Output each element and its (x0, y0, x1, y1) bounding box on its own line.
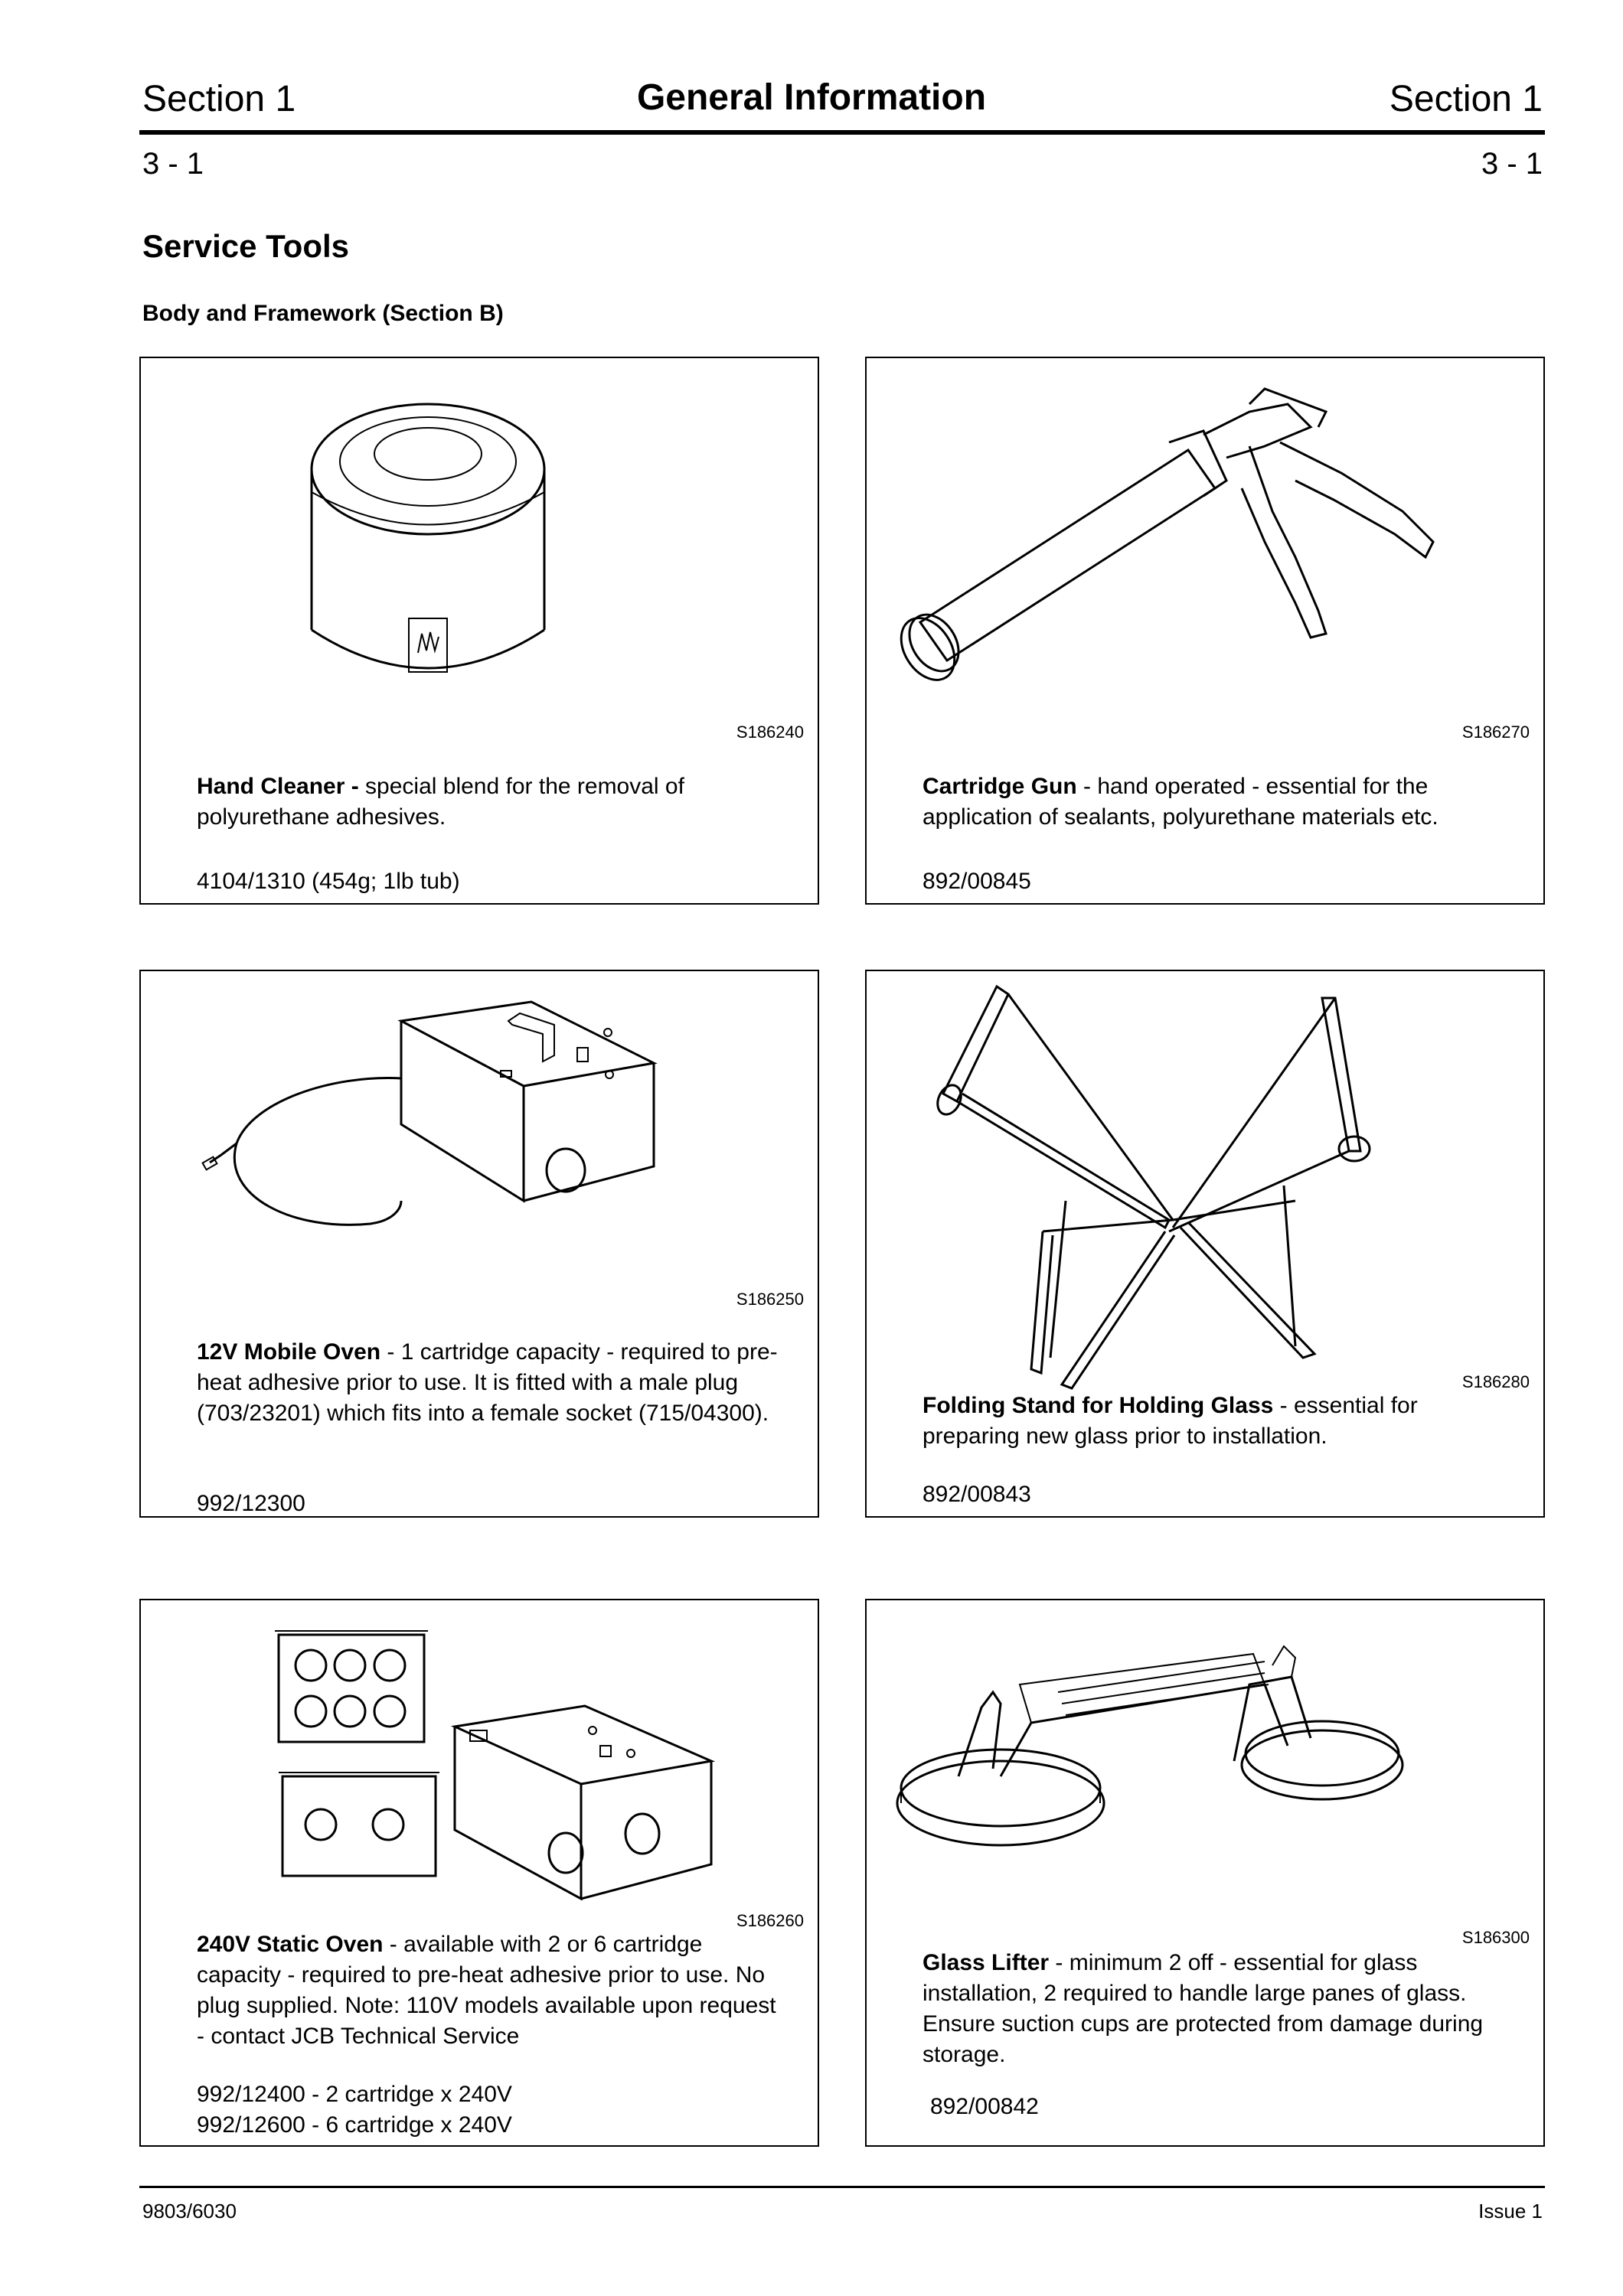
figure-ref: S186250 (736, 1290, 804, 1309)
part-number: 892/00845 (923, 869, 1031, 894)
tool-name: Glass Lifter (923, 1950, 1050, 1975)
tool-name: Hand Cleaner - (197, 774, 359, 799)
tool-description (197, 1929, 779, 2052)
figure-ref: S186300 (1461, 1928, 1530, 1947)
tool-detail: - available with 2 or 6 cartridge capacity - required to pre-heat adhesive prior to use. No plug supplied. Note: 110V models available upon request - contact JCB Technical Service (197, 1932, 776, 2049)
tool-panel-static-oven (139, 1599, 819, 2147)
tool-name: Folding Stand for Holding Glass (923, 1393, 1274, 1418)
page-number-right: 3 - 1 (1481, 147, 1543, 181)
part-number: 4104/1310 (454g; 1lb tub) (197, 869, 460, 894)
page-heading: Service Tools (142, 228, 350, 264)
part-number: 992/12600 - 6 cartridge x 240V (197, 2112, 512, 2138)
tool-description (923, 1948, 1505, 2070)
tool-name: Cartridge Gun (923, 774, 1077, 799)
part-number: 892/00843 (923, 1482, 1031, 1507)
static-oven-icon (141, 1600, 818, 2145)
part-numbers (197, 1489, 305, 1519)
figure-ref: S186270 (1461, 722, 1530, 742)
tool-detail: - minimum 2 off - essential for glass installation, 2 required to handle large panes of glass. Ensure suction cups are protected from damage during storage. (923, 1950, 1484, 2067)
header-section-right: Section 1 (1389, 79, 1543, 119)
tool-panel-mobile-oven (139, 970, 819, 1518)
tool-panel-hand-cleaner (139, 357, 819, 905)
tool-panel-cartridge-gun (865, 357, 1545, 905)
figure-ref: S186280 (1461, 1372, 1530, 1391)
tool-description (923, 771, 1505, 833)
footer-rule (139, 2186, 1545, 2188)
tool-detail: special blend for the removal of polyurethane adhesives. (197, 774, 684, 830)
part-numbers (197, 2079, 512, 2141)
header-rule (139, 130, 1545, 135)
header-section-left: Section 1 (142, 79, 296, 119)
mobile-oven-icon (141, 971, 818, 1516)
tool-panel-folding-stand (865, 970, 1545, 1518)
tool-detail: - essential for preparing new glass prior to installation. (923, 1393, 1418, 1449)
part-numbers (930, 2092, 1039, 2122)
part-numbers (923, 1479, 1031, 1510)
footer-doc-number: 9803/6030 (142, 2200, 237, 2223)
tool-detail: - 1 cartridge capacity - required to pre-heat adhesive prior to use. It is fitted with a male plug (703/23201) which fits into a female socket (715/04300). (197, 1339, 778, 1426)
tool-name: 12V Mobile Oven (197, 1339, 381, 1365)
part-numbers (197, 866, 460, 897)
figure-ref: S186260 (736, 1911, 804, 1930)
part-numbers (923, 866, 1031, 897)
part-number: 992/12400 - 2 cartridge x 240V (197, 2082, 512, 2107)
tool-description (923, 1391, 1505, 1452)
figure-ref: S186240 (736, 722, 804, 742)
header-title: General Information (636, 77, 987, 118)
part-number: 992/12300 (197, 1491, 305, 1516)
page-number-left: 3 - 1 (142, 147, 204, 181)
tool-description (197, 771, 779, 833)
part-number: 892/00842 (930, 2094, 1039, 2119)
page-subheading: Body and Framework (Section B) (142, 301, 504, 326)
tool-panel-glass-lifter (865, 1599, 1545, 2147)
footer-issue: Issue 1 (1478, 2200, 1543, 2223)
tool-description (197, 1337, 779, 1429)
tool-detail: - hand operated - essential for the application of sealants, polyurethane materials etc. (923, 774, 1438, 830)
tool-name: 240V Static Oven (197, 1932, 384, 1957)
